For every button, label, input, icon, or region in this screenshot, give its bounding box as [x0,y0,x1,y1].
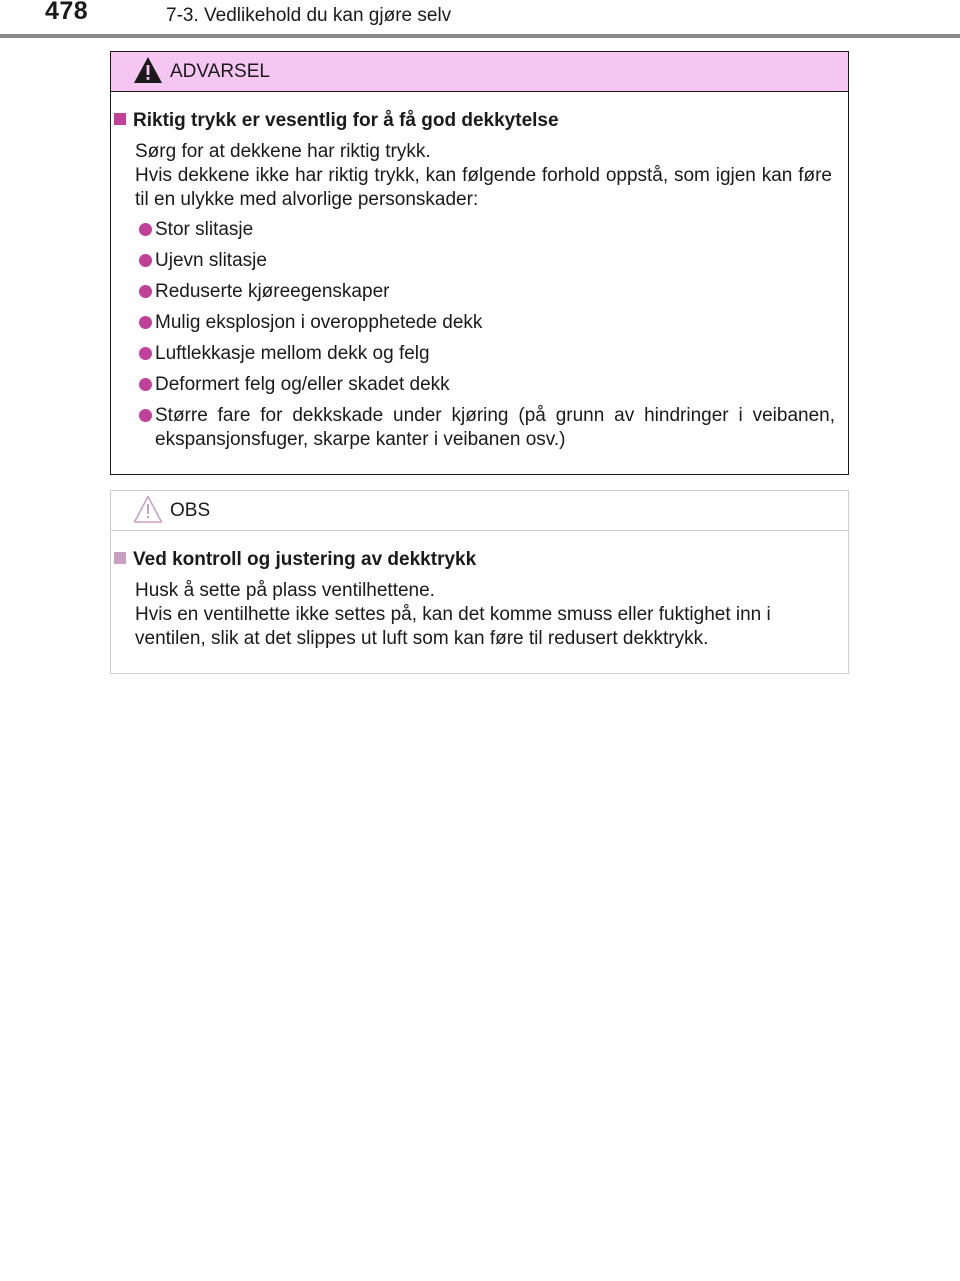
warning-bullet-list [125,218,835,459]
notice-intro: Husk å sette på plass ventilhettene. [135,580,435,601]
bullet-dot-icon [139,223,152,236]
bullet-dot-icon [139,409,152,422]
warning-header [111,52,848,92]
warning-intro: Sørg for at dekkene har riktig trykk. [135,141,431,162]
bullet-dot-icon [139,378,152,391]
list-item: Deformert felg og/eller skadet dekk [125,373,835,397]
bullet-dot-icon [139,285,152,298]
page-header [0,0,960,40]
notice-section-title: Ved kontroll og justering av dekktrykk [114,549,476,571]
bullet-dot-icon [139,347,152,360]
notice-header [111,491,848,531]
warning-label: ADVARSEL [170,61,270,82]
list-item: Ujevn slitasje [125,249,835,273]
header-rule [0,34,960,38]
warning-section-title: Riktig trykk er vesentlig for å få god dekkytelse [114,110,559,132]
notice-label: OBS [170,500,211,521]
square-marker-icon [114,113,126,125]
list-item: Større fare for dekkskade under kjøring (på grunn av hindringer i veibanen, ekspansjonsfuger, skarpe kanter i veibanen osv.) [125,404,835,452]
square-marker-icon [114,552,126,564]
bullet-dot-icon [139,316,152,329]
warning-triangle-icon [133,56,163,84]
chapter-title: 7-3. Vedlikehold du kan gjøre selv [166,5,452,26]
caution-triangle-icon [133,495,163,523]
list-item: Mulig eksplosjon i overopphetede dekk [125,311,835,335]
notice-text: Hvis en ventilhette ikke settes på, kan det komme smuss eller fuktighet inn i ventilen, slik at det slippes ut luft som kan føre til redusert dekktrykk. [135,604,771,649]
page-number: 478 [45,0,89,25]
bullet-dot-icon [139,254,152,267]
list-item: Reduserte kjøreegenskaper [125,280,835,304]
list-item: Luftlekkasje mellom dekk og felg [125,342,835,366]
warning-text: Hvis dekkene ikke har riktig trykk, kan følgende forhold oppstå, som igjen kan føre til en ulykke med alvorlige personskader: [135,165,832,210]
list-item: Stor slitasje [125,218,835,242]
notice-box [110,490,849,674]
warning-box [110,51,849,475]
